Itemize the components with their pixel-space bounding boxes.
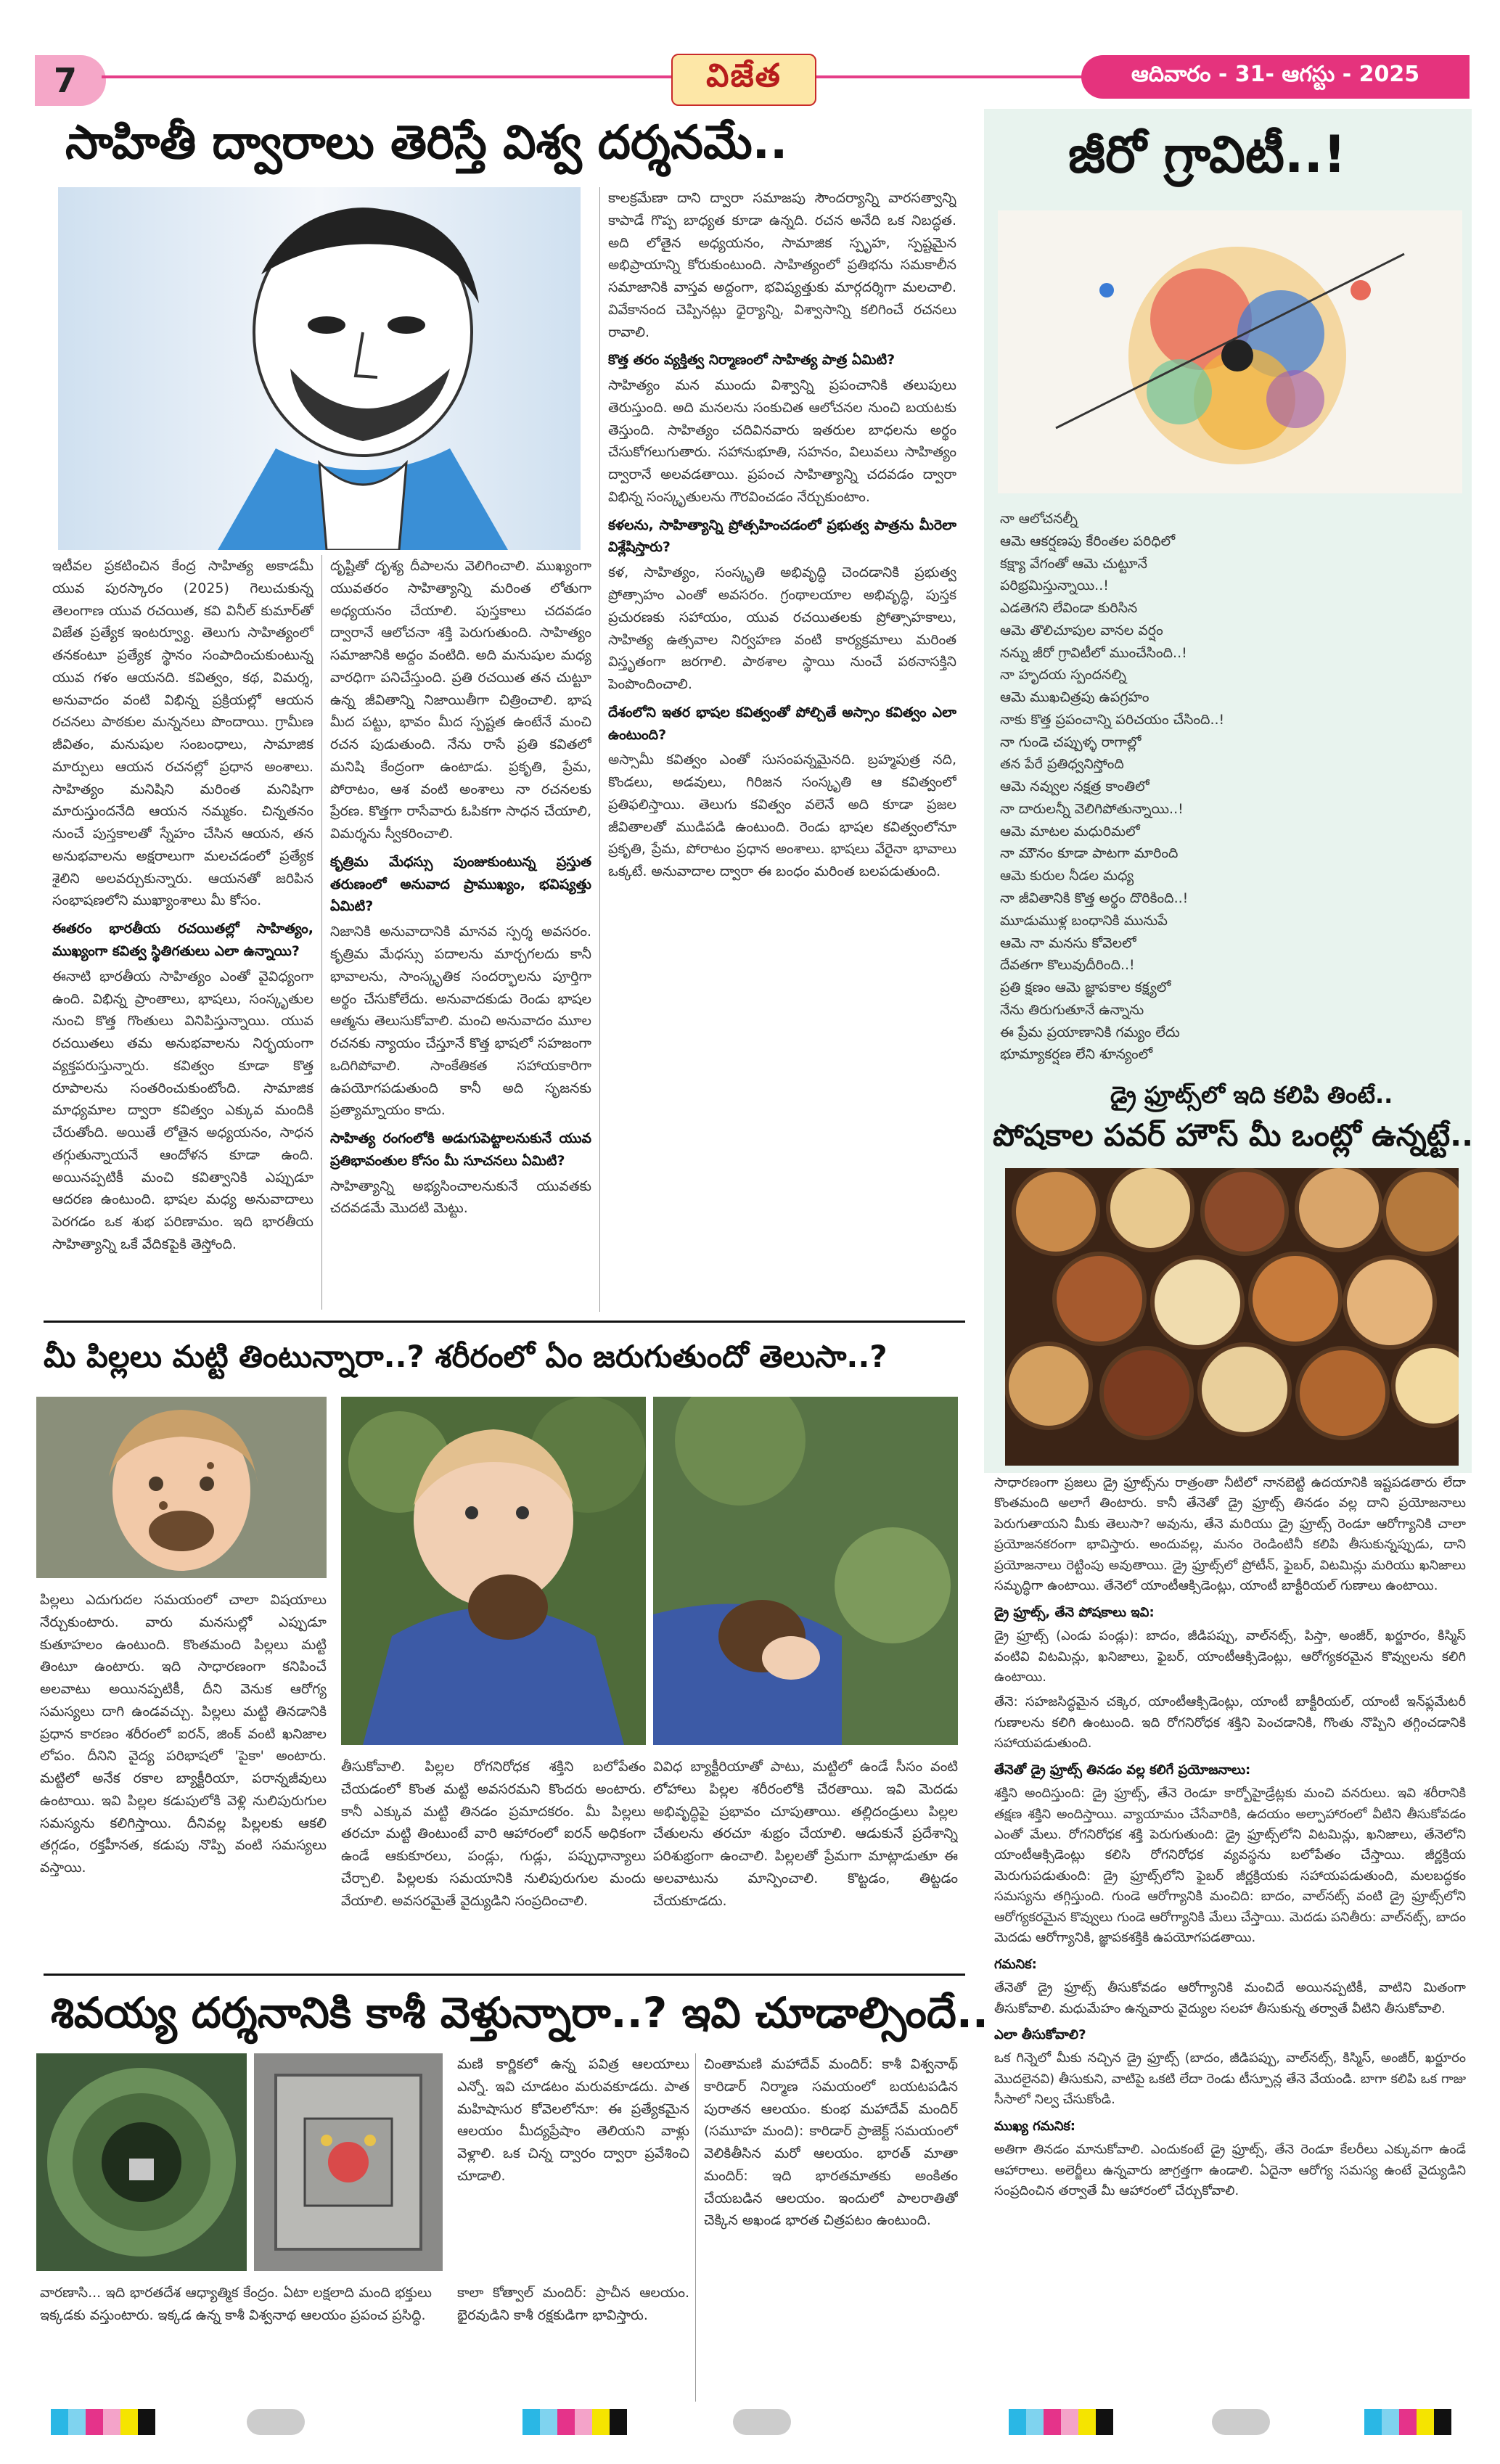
lead-answer-3: సాహిత్యాన్ని అభ్యసించాలనుకునే యువతకు చదవడమే మొదటి మెట్టు. [330,1178,591,1217]
kashi-caption-left: వారణాసి... ఇది భారతదేశ ఆధ్యాత్మిక కేంద్రం. ఏటా లక్షలాది మంది భక్తులు ఇక్కడకు వస్తుంటారు. ఇక్కడ ఉన్న కాశీ విశ్వనాథ ఆలయం ప్రపంచ ప్రసిద్ధి. [40,2285,432,2323]
page-number: 7 [54,61,78,100]
lead-subhead-5: కళలను, సాహిత్యాన్ని ప్రోత్సహించడంలో ప్రభుత్వ పాత్రను మీరెలా విశ్లేషిస్తారు? [608,517,956,556]
dryfruits-paragraph-7: అతిగా తినడం మానుకోవాలి. ఎందుకంటే డ్రై ఫ్రూట్స్, తేనె రెండూ కేలరీలు ఎక్కువగా ఉండే ఆహారాలు. అలెర్జీలు ఉన్నవారు జాగ్రత్తగా ఉండాలి. ఏదైనా ఆరోగ్య సమస్య ఉంటే వైద్యుడిని సంప్రదించిన తర్వాతే మీ ఆహారంలో చేర్చుకోవాలి. [994,2142,1466,2198]
kashi-photo-temple [254,2053,443,2271]
print-color-bar [522,2409,627,2435]
masthead-title: విజేత [706,57,782,94]
dryfruits-paragraph-6: ఒక గిన్నెలో మీకు నచ్చిన డ్రై ఫ్రూట్స్ (బాదం, జీడిపప్పు, వాల్‌నట్స్, కిస్మిస్, అంజీర్, ఖర్జూరం మొదలైనవి) తీసుకుని, వాటిపై ఒకటి లేదా రెండు టీస్పూన్ల తేనె వేయండి. బాగా కలిపి ఒక గాజు సీసాలో నిల్వ చేసుకోండి. [994,2050,1466,2108]
kids-photo-toddler-crop [653,1397,958,1745]
dryfruits-kicker: డ్రై ఫ్రూట్స్‌లో ఇది కలిపి తింటే.. [1110,1081,1393,1109]
lead-subhead-2: కృత్రిమ మేధస్సు పుంజుకుంటున్న ప్రస్తుత తరుణంలో అనువాద ప్రాముఖ్యం, భవిష్యత్తు ఏమిటి? [330,853,591,915]
column-divider [321,555,322,1310]
author-portrait [58,187,581,550]
print-registration-mark [733,2409,791,2435]
lead-answer-5: కళ, సాహిత్యం, సంస్కృతి అభివృద్ధి చెందడానికి ప్రభుత్వ ప్రోత్సాహం ఎంతో అవసరం. గ్రంథాలయాల అభివృద్ధి, పుస్తక ప్రచురణకు సహాయం, యువ రచయితలకు ప్రోత్సాహకాలు, సాహిత్య ఉత్సవాల నిర్వహణ వంటి కార్యక్రమాలు మరింత విస్తృతంగా జరగాలి. పాఠశాల స్థాయి నుంచే పఠనాసక్తిని పెంపొందించాలి. [608,564,956,693]
kids-column-3: వివిధ బ్యాక్టీరియాతో పాటు, మట్టిలో ఉండే సీసం వంటి లోహాలు పిల్లల శరీరంలోకి చేరతాయి. ఇవి మెదడు అభివృద్ధిపై ప్రభావం చూపుతాయి. తల్లిదండ్రులు పిల్లల చేతులను తరచూ శుభ్రం చేయాలి. ఆడుకునే ప్రదేశాన్ని పరిశుభ్రంగా ఉంచాలి. పిల్లలతో ప్రేమగా మాట్లాడుతూ ఈ అలవాటును మాన్పించాలి. కొట్టడం, తిట్టడం చేయకూడదు. [653,1759,958,1909]
lead-column-2-text: దృష్టితో దృశ్య దీపాలను వెలిగించాలి. ముఖ్యంగా యువతరం సాహిత్యాన్ని మరింత లోతుగా అధ్యయనం చేయాలి. పుస్తకాలు చదవడం ద్వారానే ఆలోచనా శక్తి పెరుగుతుంది. సాహిత్యం సమాజానికి అద్దం వంటిది. అది మనుషుల మధ్య వారధిగా పనిచేస్తుంది. ప్రతి రచయిత తన చుట్టూ ఉన్న జీవితాన్ని నిజాయితీగా చిత్రించాలి. భాష మీద పట్టు, భావం మీద స్పష్టత ఉంటేనే మంచి రచన పుడుతుంది. నేను రాసే ప్రతి కవితలో మనిషి కేంద్రంగా ఉంటాడు. ప్రకృతి, ప్రేమ, పోరాటం, ఆశ వంటి అంశాలు నా రచనలకు ప్రేరణ. కొత్తగా రాసేవారు ఓపికగా సాధన చేయాలి, విమర్శను స్వీకరించాలి. [330,558,591,842]
dryfruits-paragraph-1: సాధారణంగా ప్రజలు డ్రై ఫ్రూట్స్‌ను రాత్రంతా నీటిలో నానబెట్టి ఉదయానికి ఇష్టపడతారు లేదా కొంతమంది అలాగే తింటారు. కానీ తేనెతో డ్రై ఫ్రూట్స్ తినడం వల్ల దాని ప్రయోజనాలు పెరుగుతాయని మీకు తెలుసా? అవును, తేనె మరియు డ్రై ఫ్రూట్స్ రెండూ ఆరోగ్యానికి చాలా ప్రయోజనకరంగా భావిస్తారు. అందువల్ల, మనం రెండింటినీ కలిపి తీసుకున్నప్పుడు, దాని ప్రయోజనాలు రెట్టింపు అవుతాయి. డ్రై ఫ్రూట్స్‌లో ప్రోటీన్, ఫైబర్, విటమిన్లు మరియు ఖనిజాలు సమృద్ధిగా ఉంటాయి. తేనెలో యాంటీఆక్సిడెంట్లు, యాంటీ బాక్టీరియల్ గుణాలు ఉంటాయి. [994,1475,1466,1594]
lead-column-3-text: కాలక్రమేణా దాని ద్వారా సమాజపు సౌందర్యాన్ని వారసత్వాన్ని కాపాడే గొప్ప బాధ్యత కూడా ఉన్నది. రచన అనేది ఒక నిబద్ధత. అది లోతైన అధ్యయనం, సామాజిక స్పృహ, స్పష్టమైన అభిప్రాయాన్ని కోరుకుంటుంది. సాహిత్యంలో ప్రతిభను సమకాలీన సమాజానికి వాస్తవ అద్దంగా, భవిష్యత్తుకు మార్గదర్శిగా మలచాలి. వివేకానంద చెప్పినట్లు ధైర్యాన్ని, విశ్వాసాన్ని కలిగించే రచనలు రావాలి. [608,190,956,340]
print-registration-mark [1212,2409,1270,2435]
lead-answer-4: సాహిత్యం మన ముందు విశ్వాన్ని ప్రపంచానికి తలుపులు తెరుస్తుంది. అది మనలను సంకుచిత ఆలోచనల నుంచి బయటకు తెస్తుంది. సాహిత్యం చదివినవారు ఇతరుల బాధలను అర్థం చేసుకోగలుగుతారు. సహానుభూతి, సహనం, విలువలు సాహిత్యం ద్వారానే అలవడతాయి. ప్రపంచ సాహిత్యాన్ని చదవడం ద్వారా విభిన్న సంస్కృతులను గౌరవించడం నేర్చుకుంటాం. [608,377,956,505]
kashi-headline: శివయ్య దర్శనానికి కాశీ వెళ్తున్నారా..? ఇవి చూడాల్సిందే.. [51,1988,988,2037]
dryfruits-paragraph-4: శక్తిని అందిస్తుంది: డ్రై ఫ్రూట్స్, తేనె రెండూ కార్బోహైడ్రేట్లకు మంచి వనరులు. ఇవి శరీరానికి తక్షణ శక్తిని అందిస్తాయి. వ్యాయామం చేసేవారికి, ఉదయం అల్పాహారంలో వీటిని తీసుకోవడం ఎంతో మేలు. రోగనిరోధక శక్తి పెరుగుతుంది: డ్రై ఫ్రూట్స్‌లోని విటమిన్లు, ఖనిజాలు, తేనెలోని యాంటీఆక్సిడెంట్లు కలిసి రోగనిరోధక వ్యవస్థను బలోపేతం చేస్తాయి. జీర్ణక్రియ మెరుగుపడుతుంది: డ్రై ఫ్రూట్స్‌లోని ఫైబర్ జీర్ణక్రియకు సహాయపడుతుంది, మలబద్ధకం సమస్యను తగ్గిస్తుంది. గుండె ఆరోగ్యానికి మంచిది: బాదం, వాల్‌నట్స్ వంటి డ్రై ఫ్రూట్స్‌లోని ఆరోగ్యకరమైన కొవ్వులు గుండె ఆరోగ్యానికి మేలు చేస్తాయి. మెదడు పనితీరు: వాల్‌నట్స్, బాదం మెదడు ఆరోగ్యానికి, జ్ఞాపకశక్తికి ఉపయోగపడతాయి. [994,1786,1466,1946]
print-color-bar [1364,2409,1451,2435]
lead-column-3 [608,187,956,1315]
kashi-caption-mid: కాలా కోత్వాల్ మందిర్: ప్రాచీన ఆలయం. భైరవుడిని కాశీ రక్షకుడిగా భావిస్తారు. [457,2285,689,2323]
lead-column-2 [330,555,591,1317]
kashi-column-right: చింతామణి మహాదేవ్ మందిర్: కాశీ విశ్వనాథ్ కారిడార్ నిర్మాణ సమయంలో బయటపడిన పురాతన ఆలయం. కుంభ మహాదేవ్ మందిర్ (సమూహ మంది): కారిడార్ ప్రాజెక్ట్ సమయంలో వెలికితీసిన మరో ఆలయం. భారత్ మాతా మందిర్: ఇది భారతమాతకు అంకితం చేయబడిన ఆలయం. ఇందులో పాలరాతితో చెక్కిన అఖండ భారత చిత్రపటం ఉంటుంది. [704,2056,958,2229]
lead-intro: ఇటీవల ప్రకటించిన కేంద్ర సాహిత్య అకాడమీ యువ పురస్కారం (2025) గెలుచుకున్న తెలంగాణ యువ రచయిత, కవి వినీల్ కుమార్‌తో విజేత ప్రత్యేక ఇంటర్వ్యూ. తెలుగు సాహిత్యంలో తనకంటూ ప్రత్యేక స్థానం సంపాదించుకుంటున్న యువ గళం ఆయనది. కవిత్వం, కథ, విమర్శ, అనువాదం వంటి విభిన్న ప్రక్రియల్లో ఆయన రచనలు పాఠకుల మన్ననలు పొందాయి. గ్రామీణ జీవితం, మనుషుల సంబంధాలు, సామాజిక మార్పులు ఆయన రచనల్లో ప్రధాన అంశాలు. సాహిత్యం మనిషిని మరింత మనిషిగా మారుస్తుందనేది ఆయన నమ్మకం. చిన్నతనం నుంచే పుస్తకాలతో స్నేహం చేసిన ఆయన, తన అనుభవాలను అక్షరాలుగా మలచడంలో ప్రత్యేక శైలిని అలవర్చుకున్నారు. ఆయనతో జరిపిన సంభాషణలోని ముఖ్యాంశాలు మీ కోసం. [52,558,313,909]
dryfruits-subhead-types: డ్రై ఫ్రూట్స్, తేనె పోషకాలు ఇవి: [994,1604,1155,1620]
lead-subhead-1: ఈతరం భారతీయ రచయితల్లో సాహిత్యం, ముఖ్యంగా కవిత్వ స్థితిగతులు ఎలా ఉన్నాయి? [52,921,313,960]
lead-answer-6: అస్సామీ కవిత్వం ఎంతో సుసంపన్నమైనది. బ్రహ్మపుత్ర నది, కొండలు, అడవులు, గిరిజన సంస్కృతి ఆ కవిత్వంలో ప్రతిఫలిస్తాయి. తెలుగు కవిత్వం వలెనే అది కూడా ప్రజల జీవితాలతో ముడిపడి ఉంటుంది. రెండు భాషల కవిత్వంలోనూ ప్రకృతి, ప్రేమ, పోరాటం ప్రధాన అంశాలు. భాషలు వేరైనా భావాలు ఒక్కటే. అనువాదాల ద్వారా ఈ బంధం మరింత బలపడుతుంది. [608,752,956,880]
lead-subhead-3: సాహిత్య రంగంలోకి అడుగుపెట్టాలనుకునే యువ ప్రతిభావంతుల కోసం మీ సూచనలు ఏమిటి? [330,1130,591,1169]
kashi-photo-well [36,2053,247,2271]
column-divider [599,187,600,1312]
dryfruits-subhead-benefits: తేనెతో డ్రై ఫ్రూట్స్ తినడం వల్ల కలిగే ప్రయోజనాలు: [994,1762,1251,1778]
kids-headline: మీ పిల్లలు మట్టి తింటున్నారా..? శరీరంలో ఏం జరుగుతుందో తెలుసా..? [44,1339,888,1374]
dryfruits-subhead-how: ఎలా తీసుకోవాలి? [994,2026,1086,2042]
gravity-poem: నా ఆలోచనల్నీ ఆమె ఆకర్షణపు కేరింతల పరిధిలో కక్ష్యా వేగంతో ఆమె చుట్టూనే పరిభ్రమిస్తున్నాయి..! ఎడతెగని లేవిండా కురిసిన ఆమె తొలిచూపుల వానల వర్షం నన్ను జీరో గ్రావిటీలో ముంచేసింది..! నా హృదయ స్పందనల్ని ఆమె ముఖచిత్రపు ఉపగ్రహం నాకు కొత్త ప్రపంచాన్ని పరిచయం చేసింది..! నా గుండె చప్పుళ్ళ రాగాల్లో తన పేరే ప్రతిధ్వనిస్తోంది ఆమె నవ్వుల నక్షత్ర కాంతిలో నా దారులన్నీ వెలిగిపోతున్నాయి..! ఆమె మాటల మధురిమలో నా మౌనం కూడా పాటగా మారింది ఆమె కురుల నీడల మధ్య నా జీవితానికి కొత్త అర్థం దొరికింది..! మూడుముళ్ల బంధానికి మునుపే ఆమె నా మనసు కోవెలలో దేవతగా కొలువుదీరింది..! ప్రతి క్షణం ఆమె జ్ఞాపకాల కక్ష్యలో నేను తిరుగుతూనే ఉన్నాను ఈ ప్రేమ ప్రయాణానికి గమ్యం లేదు భూమ్యాకర్షణ లేని శూన్యంలో [1000,511,1225,1063]
dryfruits-subhead-note: గమనిక: [994,1956,1037,1972]
section-rule [44,1321,965,1323]
dryfruits-headline: పోషకాల పవర్ హౌస్ మీ ఒంట్లో ఉన్నట్టే.. [993,1117,1474,1153]
dryfruits-paragraph-3: తేనె: సహజసిద్ధమైన చక్కెర, యాంటీఆక్సిడెంట్లు, యాంటీ బాక్టీరియల్, యాంటీ ఇన్‌ఫ్లమేటరీ గుణాలను కలిగి ఉంటుంది. ఇది రోగనిరోధక శక్తిని పెంచడానికి, గొంతు నొప్పిని తగ్గించడానికి సహాయపడుతుంది. [994,1694,1466,1752]
dryfruits-photo [1005,1168,1459,1466]
gravity-headline: జీరో గ్రావిటీ..! [1068,125,1346,184]
kids-column-1: పిల్లలు ఎదుగుదల సమయంలో చాలా విషయాలు నేర్చుకుంటారు. వారు మనసుల్లో ఎప్పుడూ కుతూహలం ఉంటుంది. కొంతమంది పిల్లలు మట్టి తింటూ ఉంటారు. ఇది సాధారణంగా కనిపించే అలవాటు అయినప్పటికీ, దీని వెనుక ఆరోగ్య సమస్యలు దాగి ఉండవచ్చు. పిల్లలు మట్టి తినడానికి ప్రధాన కారణం శరీరంలో ఐరన్, జింక్ వంటి ఖనిజాల లోపం. దీనిని వైద్య పరిభాషలో 'పైకా' అంటారు. మట్టిలో అనేక రకాల బ్యాక్టీరియా, పరాన్నజీవులు ఉంటాయి. ఇవి పిల్లల కడుపులోకి వెళ్లి నులిపురుగుల సమస్యను కలిగిస్తాయి. దీనివల్ల పిల్లలకు ఆకలి తగ్గడం, రక్తహీనత, కడుపు నొప్పి వంటి సమస్యలు వస్తాయి. [40,1592,327,1876]
lead-subhead-6: దేశంలోని ఇతర భాషల కవిత్వంతో పోల్చితే అస్సాం కవిత్వం ఎలా ఉంటుంది? [608,704,956,743]
kids-column-2: తీసుకోవాలి. పిల్లల రోగనిరోధక శక్తిని బలోపేతం చేయడంలో కొంత మట్టి అవసరమని కొందరు అంటారు. కానీ ఎక్కువ మట్టి తినడం ప్రమాదకరం. మీ పిల్లలు తరచూ మట్టి తింటుంటే వారి ఆహారంలో ఐరన్ అధికంగా ఉండే ఆకుకూరలు, పండ్లు, గుడ్లు, పప్పుధాన్యాలు చేర్చాలి. పిల్లలకు సమయానికి నులిపురుగుల మందు వేయాలి. అవసరమైతే వైద్యుడిని సంప్రదించాలి. [341,1759,646,1909]
masthead-logo [671,54,816,106]
section-rule [44,1974,965,1976]
print-registration-mark [247,2409,305,2435]
dryfruits-subhead-final: ముఖ్య గమనిక: [994,2118,1075,2134]
print-color-bar [51,2409,155,2435]
dryfruits-body [994,1473,1466,2322]
header-rule [102,75,1103,78]
lead-answer-2: నిజానికి అనువాదానికి మానవ స్పర్శ అవసరం. కృత్రిమ మేధస్సు పదాలను మార్చగలదు కానీ భావాలను, సాంస్కృతిక సందర్భాలను పూర్తిగా అర్థం చేసుకోలేదు. అనువాదకుడు రెండు భాషల ఆత్మను తెలుసుకోవాలి. మంచి అనువాదం మూల రచనకు న్యాయం చేస్తూనే కొత్త భాషలో సహజంగా ఒదిగిపోవాలి. సాంకేతికత సహాయకారిగా ఉపయోగపడుతుంది కానీ అది సృజనకు ప్రత్యామ్నాయం కాదు. [330,924,591,1119]
page-number-badge [35,55,106,106]
lead-column-1 [52,555,313,1317]
date-banner [1081,55,1470,99]
dryfruits-paragraph-2: డ్రై ఫ్రూట్స్ (ఎండు పండ్లు): బాదం, జీడిపప్పు, వాల్‌నట్స్, పిస్తా, అంజీర్, ఖర్జూరం, కిస్మిస్ వంటివి విటమిన్లు, ఖనిజాలు, ఫైబర్, యాంటీఆక్సిడెంట్లు, ఆరోగ్యకరమైన కొవ్వులను కలిగి ఉంటాయి. [994,1628,1466,1685]
column-divider [695,2053,696,2402]
print-color-bar [1009,2409,1113,2435]
gravity-illustration [998,210,1462,493]
dryfruits-paragraph-5: తేనెతో డ్రై ఫ్రూట్స్ తీసుకోవడం ఆరోగ్యానికి మంచిదే అయినప్పటికీ, వాటిని మితంగా తీసుకోవాలి. మధుమేహం ఉన్నవారు వైద్యుల సలహా తీసుకున్న తర్వాతే వీటిని తీసుకోవాలి. [994,1980,1466,2016]
lead-answer-1: ఈనాటి భారతీయ సాహిత్యం ఎంతో వైవిధ్యంగా ఉంది. విభిన్న ప్రాంతాలు, భాషలు, సంస్కృతుల నుంచి కొత్త గొంతులు వినిపిస్తున్నాయి. యువ రచయితలు తమ అనుభవాలను నిర్భయంగా వ్యక్తపరుస్తున్నారు. కవిత్వం కూడా కొత్త రూపాలను సంతరించుకుంటోంది. సామాజిక మాధ్యమాల ద్వారా కవిత్వం ఎక్కువ మందికి చేరుతోంది. అయితే లోతైన అధ్యయనం, సాధన తగ్గుతున్నాయనే ఆందోళన కూడా ఉంది. అయినప్పటికీ మంచి కవిత్వానికి ఎప్పుడూ ఆదరణ ఉంటుంది. భాషల మధ్య అనువాదాలు పెరగడం ఒక శుభ పరిణామం. ఇది భారతీయ సాహిత్యాన్ని ఒకే వేదికపైకి తెస్తోంది. [52,968,313,1252]
kids-photo-toddler [341,1397,646,1745]
issue-date: ఆదివారం - 31- ఆగస్టు - 2025 [1131,62,1420,87]
lead-subhead-4: కొత్త తరం వ్యక్తిత్వ నిర్మాణంలో సాహిత్య పాత్ర ఏమిటి? [608,352,896,369]
kashi-column-mid: మణి కార్ణికలో ఉన్న పవిత్ర ఆలయాలు ఎన్నో. ఇవి చూడటం మరువకూడదు. పాత మహిషాసుర కోవెలలోనూ: ఈ ప్రత్యేకమైన ఆలయం మీద్యప్రేషాం తెలియని వాళ్లు వెళ్లాలి. ఒక చిన్న ద్వారం ద్వారా ప్రవేశించి చూడాలి. [457,2056,689,2184]
lead-headline: సాహితీ ద్వారాలు తెరిస్తే విశ్వ దర్శనమే.. [65,116,788,170]
kids-photo-girl [36,1397,327,1578]
